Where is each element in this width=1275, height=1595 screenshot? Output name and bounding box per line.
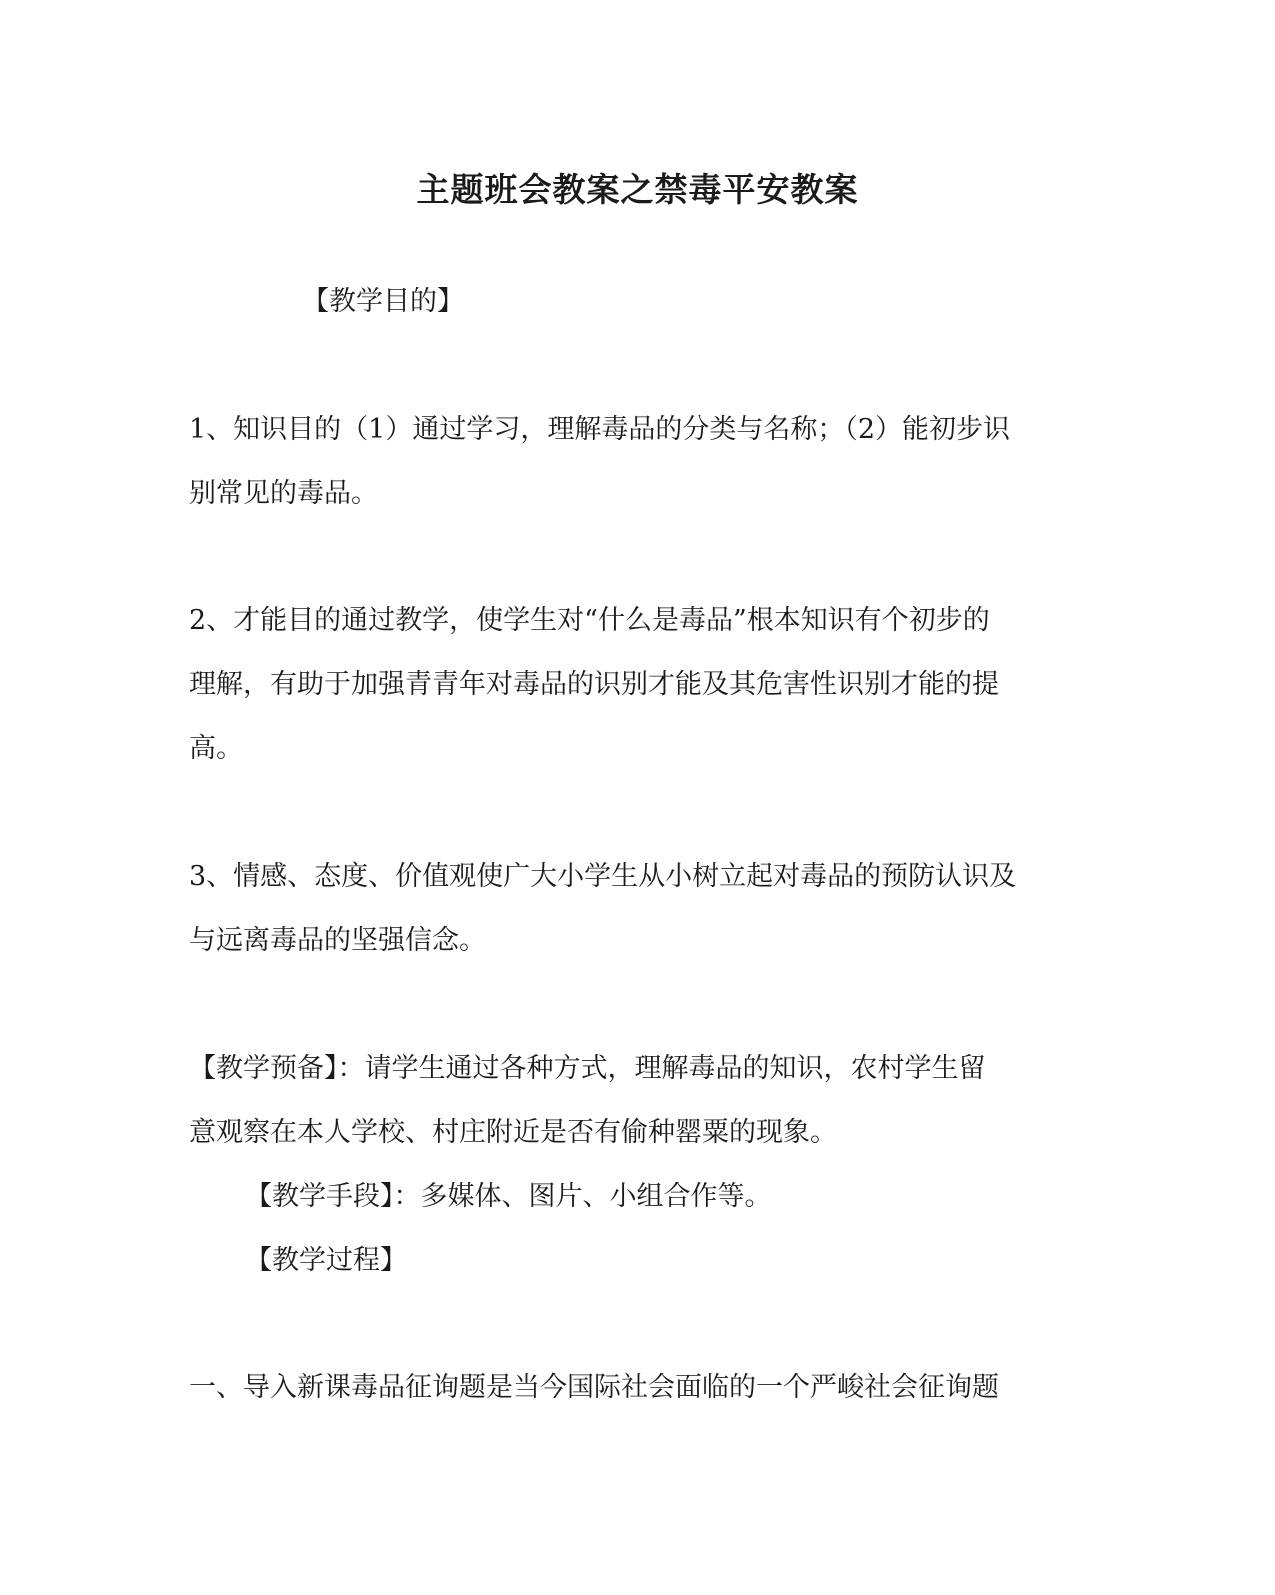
- paragraph-line: 【教学预备】：请学生通过各种方式，理解毒品的知识，农村学生留: [189, 1053, 986, 1084]
- paragraph-line: 与远离毒品的坚强信念。: [189, 925, 486, 956]
- teaching-objective-heading: [302, 270, 1192, 334]
- emotion-objective-paragraph: [189, 845, 1079, 973]
- introduction-paragraph: [189, 1356, 1079, 1420]
- paragraph-line: 别常见的毒品。: [189, 478, 378, 509]
- paragraph-line: 【教学过程】: [245, 1245, 407, 1276]
- paragraph-line: 一、导入新课毒品征询题是当今国际社会面临的一个严峻社会征询题: [189, 1372, 999, 1403]
- teaching-means-paragraph: [245, 1165, 1135, 1229]
- paragraph-line: 1、知识目的（1）通过学习，理解毒品的分类与名称；（2）能初步识: [189, 414, 1011, 445]
- paragraph-line: 2、才能目的通过教学，使学生对“什么是毒品”根本知识有个初步的: [189, 605, 990, 636]
- paragraph-line: 3、情感、态度、价值观使广大小学生从小树立起对毒品的预防认识及: [189, 861, 1017, 892]
- ability-objective-paragraph: [189, 589, 1079, 781]
- knowledge-objective-paragraph: [189, 398, 1079, 526]
- paragraph-line: 理解，有助于加强青青年对毒品的识别才能及其危害性识别才能的提: [189, 669, 999, 700]
- teaching-preparation-paragraph: [189, 1037, 1079, 1165]
- paragraph-line: 【教学目的】: [302, 286, 464, 317]
- paragraph-line: 意观察在本人学校、村庄附近是否有偷种罂粟的现象。: [189, 1117, 837, 1148]
- paragraph-line: 高。: [189, 733, 243, 764]
- document-title: 主题班会教案之禁毒平安教案: [416, 170, 859, 209]
- teaching-process-heading: [245, 1229, 1135, 1293]
- paragraph-line: 【教学手段】：多媒体、图片、小组合作等。: [245, 1181, 772, 1212]
